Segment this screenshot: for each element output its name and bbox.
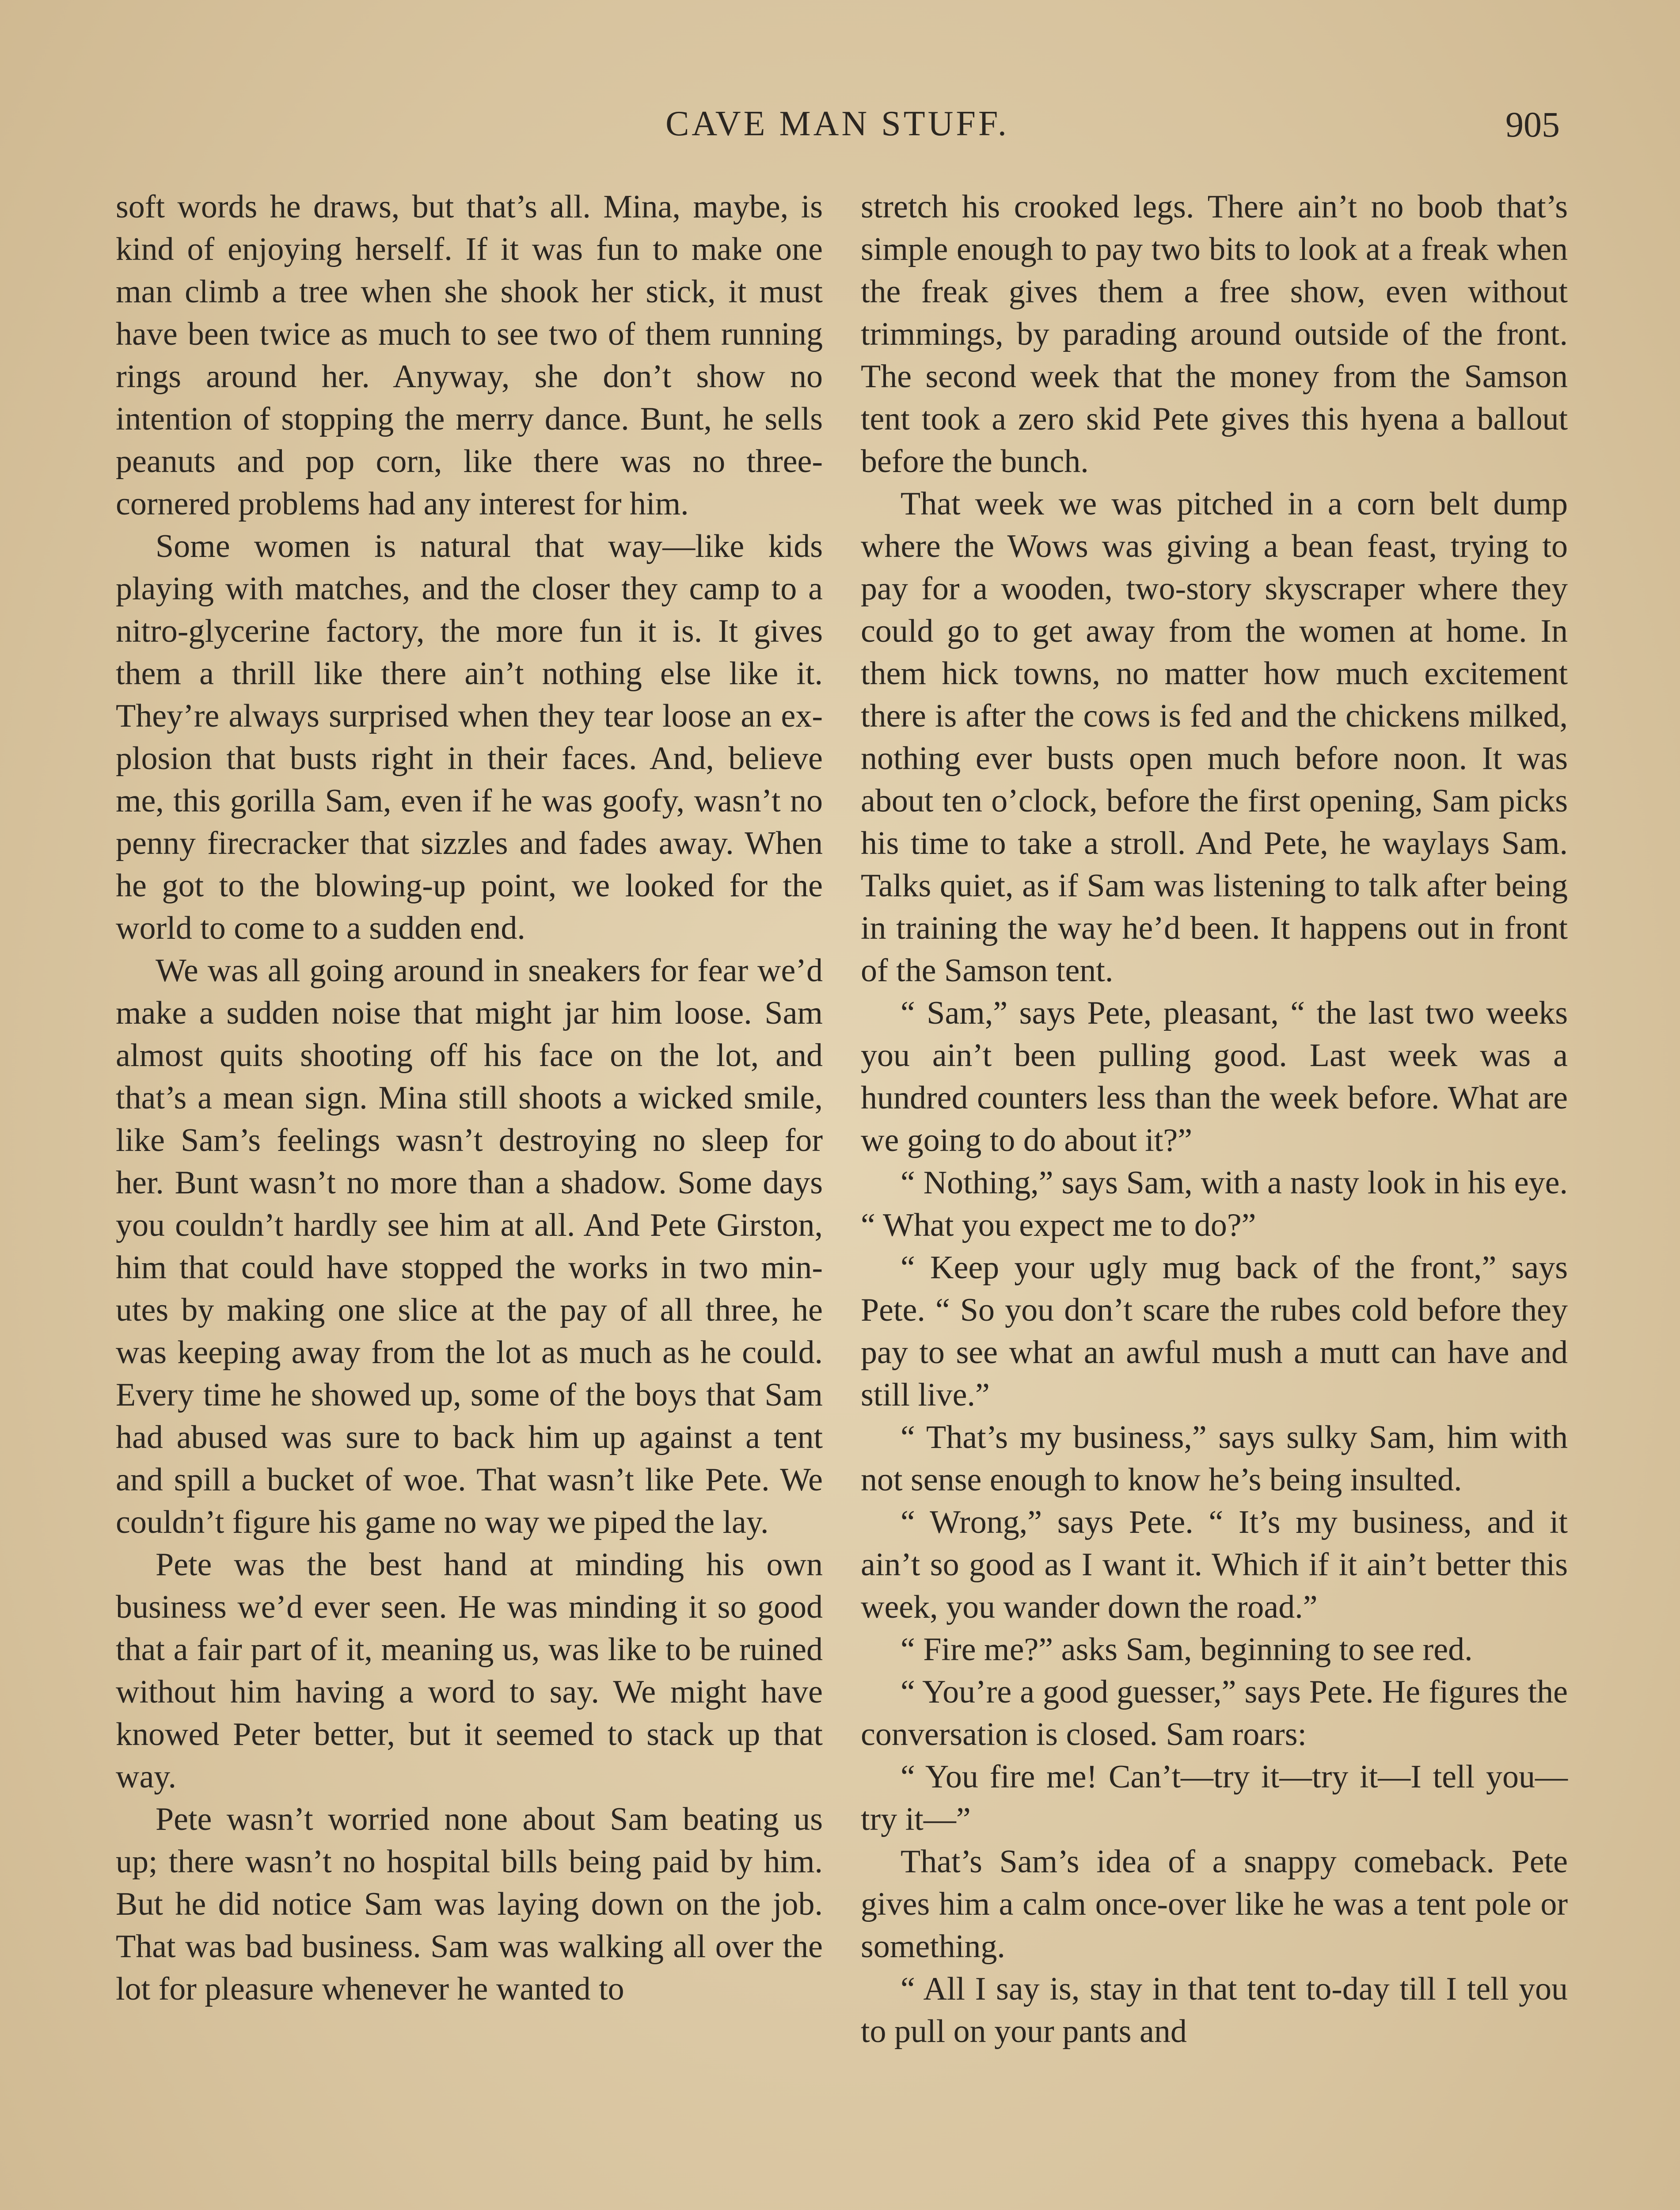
paragraph: “ Wrong,” says Pete. “ It’s my business, and it ain’t so good as I want it. Which if it ain’t better this week, you wander down the road.” [861, 1504, 1568, 1625]
paragraph: We was all going around in sneakers for fear we’d make a sudden noise that might jar him loose. Sam almost quits shooting off his face on the lot, and that’s a mean sign. Mina still shoots a wicked smile, like Sam’s feelings wasn’t destroying no sleep for her. Bunt wasn’t no more than a shadow. Some days you couldn’t hardly see him at all. And Pete Girston, him that could have stopped the works in two minutes by making one slice at the pay of all three, he was keeping away from the lot as much as he could. Every time he showed up, some of the boys that Sam had abused was sure to back him up against a tent and spill a bucket of woe. That wasn’t like Pete. We couldn’t figure his game no way we piped the lay. [116, 953, 823, 1540]
page-header [115, 104, 1560, 157]
paragraph: stretch his crooked legs. There ain’t no boob that’s simple enough to pay two bits to look at a freak when the freak gives them a free show, even without trimmings, by parading around outside of the front. The second week that the money from the Samson tent took a zero skid Pete gives this hyena a ballout before the bunch. [861, 189, 1568, 480]
paragraph: Pete was the best hand at minding his own business we’d ever seen. He was minding it so good that a fair part of it, meaning us, was like to be ruined without him having a word to say. We might have knowed Peter better, but it seemed to stack up that way. [116, 1547, 823, 1795]
paragraph: That’s Sam’s idea of a snappy comeback. Pete gives him a calm once-over like he was a tent pole or something. [861, 1844, 1568, 1965]
paragraph: “ Keep your ugly mug back of the front,” says Pete. “ So you don’t scare the rubes cold before they pay to see what an awful mush a mutt can have and still live.” [861, 1250, 1568, 1413]
paragraph: That week we was pitched in a corn belt dump where the Wows was giving a bean feast, trying to pay for a wooden, two-story skyscraper where they could go to get away from the women at home. In them hick towns, no matter how much excitement there is after the cows is fed and the chickens milked, nothing ever busts open much before noon. It was about ten o’clock, before the first opening, Sam picks his time to take a stroll. And Pete, he waylays Sam. Talks quiet, as if Sam was listening to talk after being in training the way he’d been. It happens out in front of the Samson tent. [861, 486, 1568, 989]
paragraph: “ Fire me?” asks Sam, beginning to see red. [901, 1631, 1473, 1668]
right-column [861, 186, 1568, 2053]
paragraph: “ Nothing,” says Sam, with a nasty look in his eye. “ What you expect me to do?” [861, 1165, 1568, 1243]
paragraph: soft words he draws, but that’s all. Mina, maybe, is kind of enjoying herself. If it was fun to make one man climb a tree when she shook her stick, it must have been twice as much to see two of them running rings around her. Anyway, she don’t show no intention of stopping the merry dance. Bunt, he sells peanuts and pop corn, like there was no three-cornered problems had any interest for him. [116, 189, 823, 522]
page-number: 905 [1505, 104, 1560, 145]
paragraph: Pete wasn’t worried none about Sam beating us up; there wasn’t no hospital bills being paid by him. But he did notice Sam was laying down on the job. That was bad business. Sam was walking all over the lot for pleasure whenever he wanted to [116, 1801, 823, 2007]
paragraph: “ That’s my business,” says sulky Sam, him with not sense enough to know he’s being insulted. [861, 1419, 1568, 1498]
paragraph: “ All I say is, stay in that tent to-day till I tell you to pull on your pants and [861, 1971, 1568, 2050]
paragraph: “ You fire me! Can’t—try it—try it—I tell you—try it—” [861, 1759, 1568, 1837]
paragraph: “ You’re a good guesser,” says Pete. He figures the conversation is closed. Sam roars: [861, 1674, 1568, 1753]
running-title: CAVE MAN STUFF. [665, 104, 1009, 143]
left-column [116, 186, 823, 2010]
paragraph: “ Sam,” says Pete, pleasant, “ the last two weeks you ain’t been pulling good. Last week was a hundred counters less than the week before. What are we going to do about it?” [861, 995, 1568, 1158]
paragraph: Some women is natural that way—like kids playing with matches, and the closer they camp to a nitro-glycerine factory, the more fun it is. It gives them a thrill like there ain’t nothing else like it. They’re always surprised when they tear loose an explosion that busts right in their faces. And, believe me, this gorilla Sam, even if he was goofy, wasn’t no penny firecracker that sizzles and fades away. When he got to the blowing-up point, we looked for the world to come to a sudden end. [116, 528, 823, 946]
